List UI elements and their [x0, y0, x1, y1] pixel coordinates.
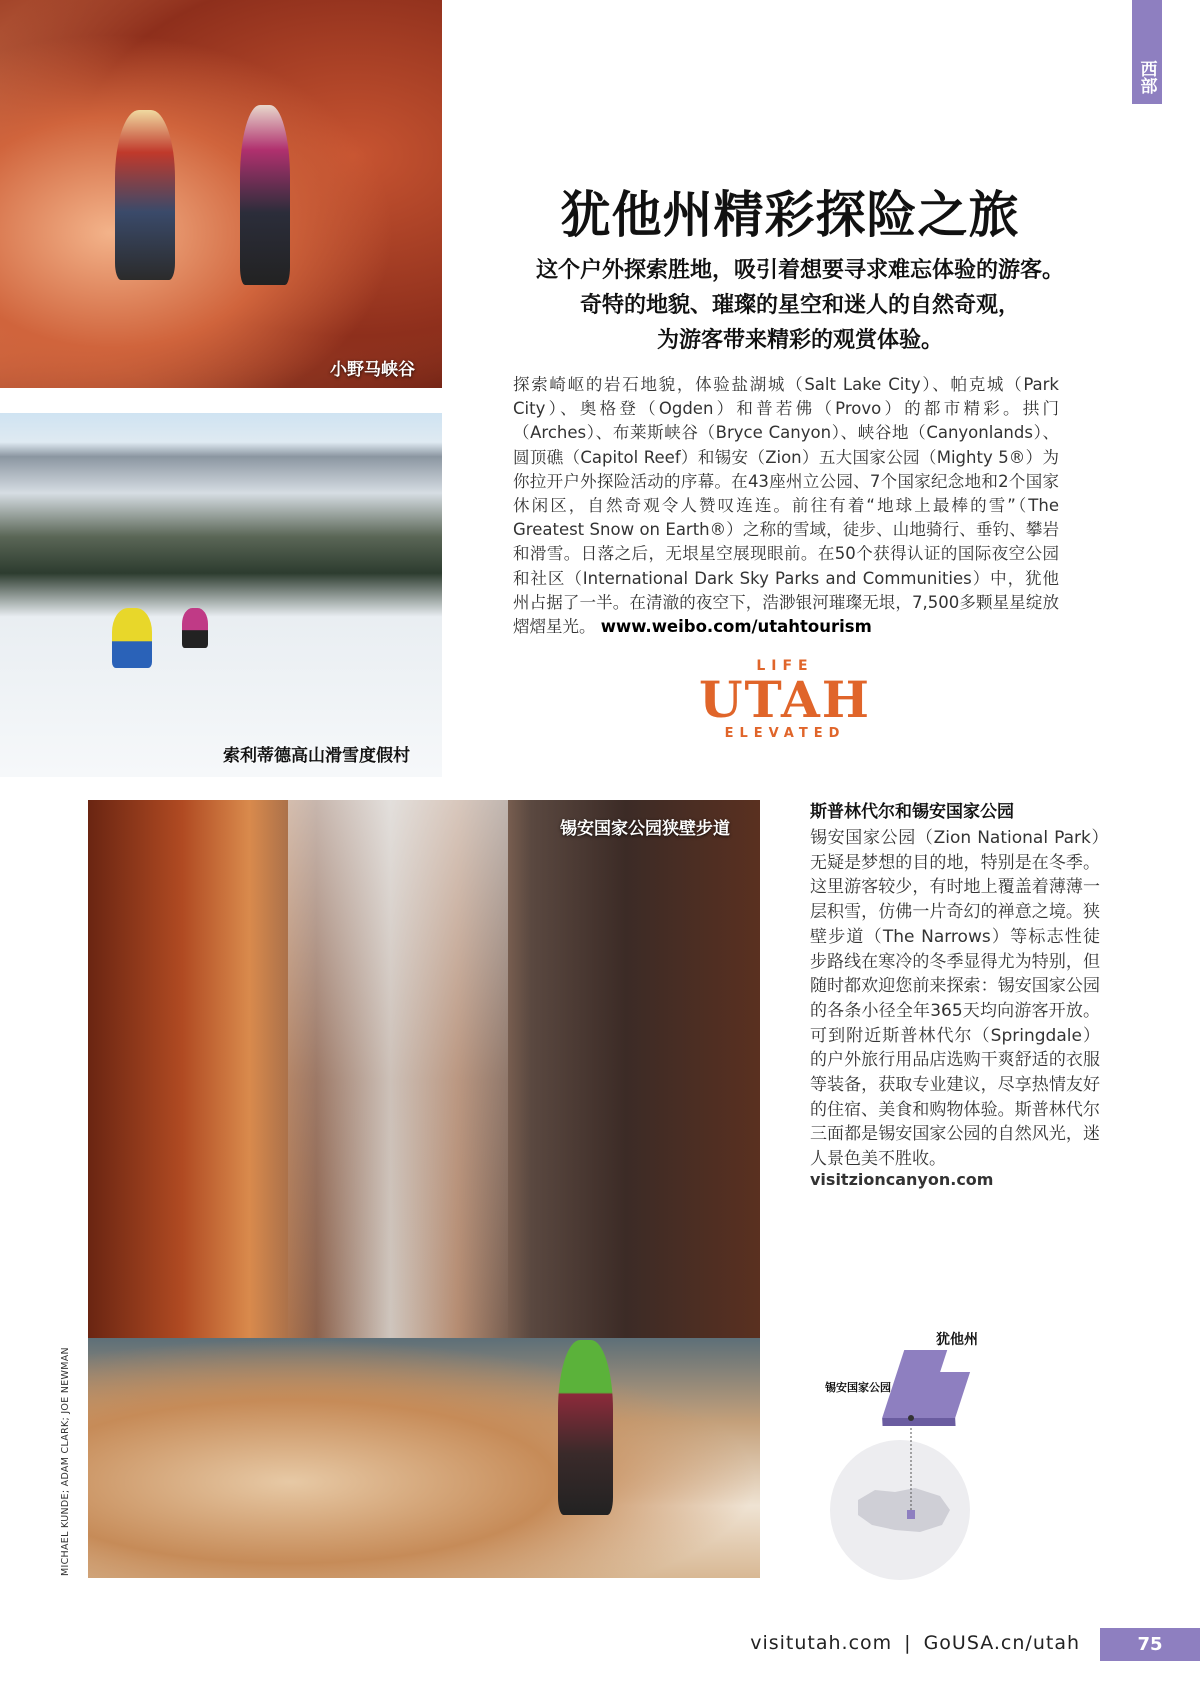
utah-logo	[690, 658, 880, 750]
ski-resort-photo	[0, 413, 442, 777]
skier-yellow	[112, 608, 152, 668]
section-tab	[1132, 0, 1162, 104]
narrows-caption: 锡安国家公园狭壁步道	[560, 819, 730, 839]
logo-life: LIFE	[756, 658, 814, 674]
intro-paragraph	[513, 373, 1059, 639]
river-bed	[88, 1338, 760, 1578]
gousa-link[interactable]: GoUSA.cn/utah	[923, 1632, 1080, 1654]
hiker-child	[115, 110, 175, 280]
canyon-caption: 小野马峡谷	[330, 360, 415, 380]
skier-pink	[182, 608, 208, 648]
utah-shape	[882, 1350, 977, 1418]
springdale-body: 锡安国家公园（Zion National Park）无疑是梦想的目的地，特别是在冬季。这里游客较少，有时地上覆盖着薄薄一层积雪，仿佛一片奇幻的禅意之境。狭壁步道（The Narrows）等标志性徒步路线在寒冷的冬季显得尤为特别，但随时都欢迎您前来探索：锡安国家公园的各条小径全年365天均向游客开放。可到附近斯普林代尔（Springdale）的户外旅行用品店选购干爽舒适的衣服等装备，获取专业建议，尽享热情友好的住宿、美食和购物体验。斯普林代尔三面都是锡安国家公园的自然风光，迷人景色美不胜收。	[810, 828, 1100, 1170]
subtitle	[490, 253, 1110, 358]
snowy-wall	[288, 800, 508, 1360]
springdale-heading: 斯普林代尔和锡安国家公园	[810, 802, 1014, 822]
footer-separator: |	[904, 1632, 912, 1654]
subtitle-line: 奇特的地貌、璀璨的星空和迷人的自然奇观，	[579, 293, 1020, 318]
weibo-link[interactable]: www.weibo.com/utahtourism	[600, 617, 872, 637]
subtitle-line: 这个户外探索胜地，吸引着想要寻求难忘体验的游客。	[535, 258, 1064, 283]
footer-links	[750, 1632, 1080, 1654]
section-tab-label: 西部	[1136, 60, 1157, 94]
logo-elevated: ELEVATED	[724, 726, 846, 741]
canyon-photo	[0, 0, 442, 388]
map-label-zion: 锡安国家公园	[825, 1381, 891, 1394]
zion-dot	[908, 1415, 914, 1421]
utah-shape-edge	[880, 1418, 959, 1426]
photo-credit: MICHAEL KUNDE; ADAM CLARK; JOE NEWMAN	[60, 1347, 71, 1576]
hiker-in-river	[558, 1340, 613, 1515]
narrows-photo	[88, 800, 760, 1578]
hiker-adult	[240, 105, 290, 285]
page-title: 犹他州精彩探险之旅	[560, 186, 1020, 244]
map-label-utah: 犹他州	[936, 1332, 978, 1348]
ski-caption: 索利蒂德高山滑雪度假村	[223, 746, 410, 766]
page-number: 75	[1100, 1628, 1200, 1661]
visitutah-link[interactable]: visitutah.com	[750, 1632, 893, 1654]
utah-locator-map	[800, 1320, 1060, 1580]
utah-marker	[907, 1510, 915, 1519]
zion-canyon-link[interactable]: visitzioncanyon.com	[810, 1170, 994, 1189]
logo-utah: UTAH	[698, 670, 872, 729]
intro-text: 探索崎岖的岩石地貌，体验盐湖城（Salt Lake City）、帕克城（Park City）、奥格登（Ogden）和普若佛（Provo）的都市精彩。拱门（Arches）、布莱斯峡谷（Bryce Canyon）、峡谷地（Canyonlands）、圆顶礁（Capitol Reef）和锡安（Zion）五大国家公园（Mighty 5®）为你拉开户外探险活动的序幕。在43座州立公园、7个国家纪念地和2个国家休闲区，自然奇观令人赞叹连连。前往有着“地球上最棒的雪”（The Greatest Snow on Earth®）之称的雪域，徒步、山地骑行、垂钓、攀岩和滑雪。日落之后，无垠星空展现眼前。在50个获得认证的国际夜空公园和社区（International Dark Sky Parks and Communities）中，犹他州占据了一半。在清澈的夜空下，浩渺银河璀璨无垠，7,500多颗星星绽放熠熠星光。	[513, 375, 1059, 637]
subtitle-line: 为游客带来精彩的观赏体验。	[656, 328, 943, 353]
